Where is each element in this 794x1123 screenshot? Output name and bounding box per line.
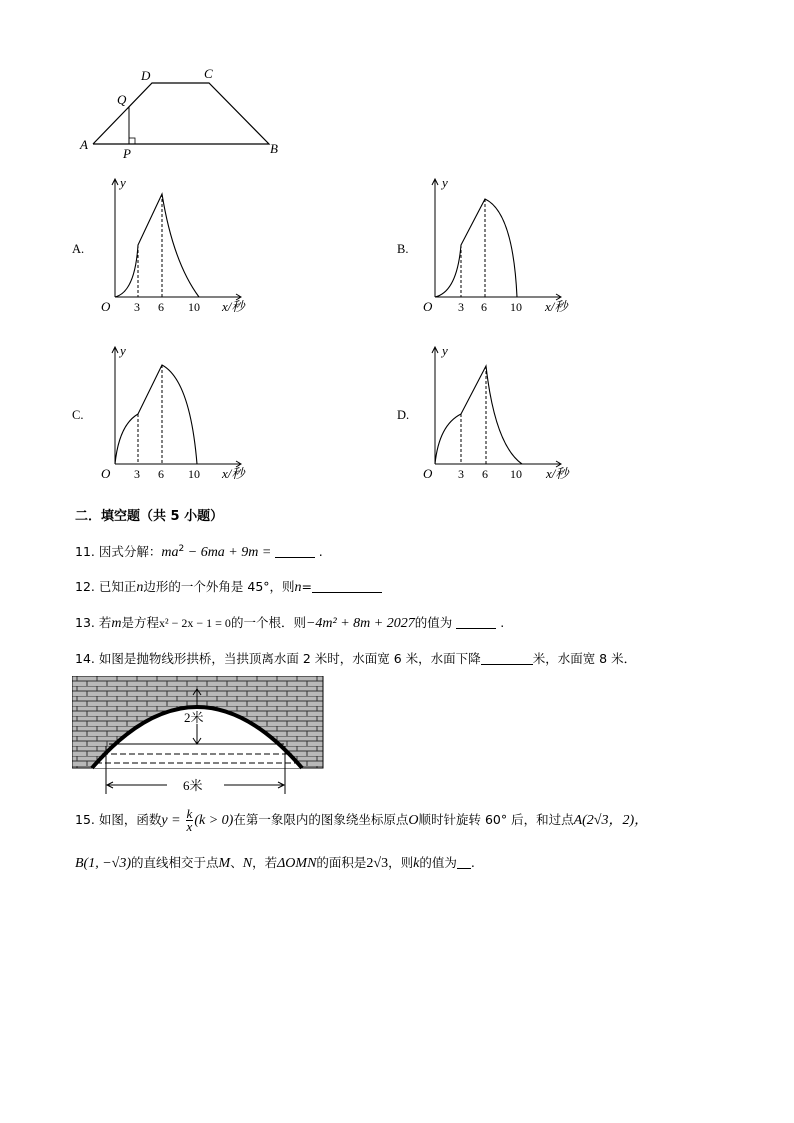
tick-6: 6 xyxy=(158,467,164,481)
answer-blank[interactable] xyxy=(481,652,533,665)
curve xyxy=(435,366,522,464)
axis-y: y xyxy=(120,343,126,358)
option-A-label[interactable]: A. xyxy=(72,242,85,256)
origin: O xyxy=(423,299,433,314)
tick-10: 10 xyxy=(510,300,522,314)
tick-10: 10 xyxy=(510,467,522,481)
tick-3: 3 xyxy=(458,467,464,481)
axis-x: x/秒 xyxy=(545,299,568,314)
label-A: A xyxy=(80,137,88,152)
option-D-label[interactable]: D. xyxy=(397,408,410,422)
origin: O xyxy=(101,299,111,314)
axes xyxy=(112,179,241,300)
axis-y: y xyxy=(442,343,448,358)
option-C-label[interactable]: C. xyxy=(72,408,84,422)
tick-3: 3 xyxy=(134,300,140,314)
tick-6: 6 xyxy=(481,300,487,314)
answer-blank[interactable] xyxy=(312,580,382,593)
trapezoid-figure xyxy=(75,60,290,165)
origin: O xyxy=(101,466,111,481)
question-15-line1: 15. 如图，函数y = $\frac{k}{x}$ (k > 0)在第一象限内的图象绕坐标原点O顺时针旋转 60° 后，和过点A(2√3，2)， xyxy=(75,806,649,834)
axis-x: x/秒 xyxy=(222,299,245,314)
label-Q: Q xyxy=(117,92,127,107)
question-11: 11. 因式分解：$ma^2 - 6ma + 9m$ = . xyxy=(75,544,323,561)
tick-10: 10 xyxy=(188,467,200,481)
answer-blank[interactable] xyxy=(457,856,471,869)
tick-10: 10 xyxy=(188,300,200,314)
width-label: 6米 xyxy=(183,778,203,793)
origin: O xyxy=(423,466,433,481)
graph-option-D[interactable] xyxy=(415,340,585,485)
graph-option-A[interactable] xyxy=(95,172,265,317)
tick-3: 3 xyxy=(458,300,464,314)
axis-y: y xyxy=(120,175,126,190)
axis-x: x/秒 xyxy=(222,466,245,481)
answer-blank[interactable] xyxy=(275,545,315,558)
question-14: 14. 如图是抛物线形拱桥，当拱顶离水面 2 米时，水面宽 6 米，水面下降 米，水面宽 8 米． xyxy=(75,651,637,666)
tick-3: 3 xyxy=(134,467,140,481)
question-15-line2: B(1, −√3)的直线相交于点M、N，若ΔOMN的面积是2√3，则k的值为 . xyxy=(75,855,475,871)
tick-6: 6 xyxy=(482,467,488,481)
question-13: 13. 若m是方程x² − 2x − 1 = 0的一个根．则−4m² + 8m + 2027的值为 . xyxy=(75,615,505,631)
axis-y: y xyxy=(442,175,448,190)
option-B-label[interactable]: B. xyxy=(397,242,409,256)
axis-x: x/秒 xyxy=(546,466,569,481)
curve xyxy=(435,199,517,297)
label-P: P xyxy=(123,146,131,161)
arch-bridge-figure xyxy=(72,676,326,796)
fraction-k-over-x: $\frac{k}{x}$ xyxy=(186,806,193,834)
label-C: C xyxy=(204,66,213,81)
question-12: 12. 已知正n边形的一个外角是 45°，则n= xyxy=(75,579,382,596)
section-title: 二．填空题（共 5 小题） xyxy=(75,509,224,524)
curve xyxy=(115,365,197,464)
label-B: B xyxy=(270,141,278,156)
label-D: D xyxy=(141,68,151,83)
graph-option-B[interactable] xyxy=(415,172,585,317)
graph-option-C[interactable] xyxy=(95,340,265,485)
height-label: 2米 xyxy=(184,710,204,725)
answer-blank[interactable] xyxy=(456,616,496,629)
curve xyxy=(115,194,199,297)
tick-6: 6 xyxy=(158,300,164,314)
